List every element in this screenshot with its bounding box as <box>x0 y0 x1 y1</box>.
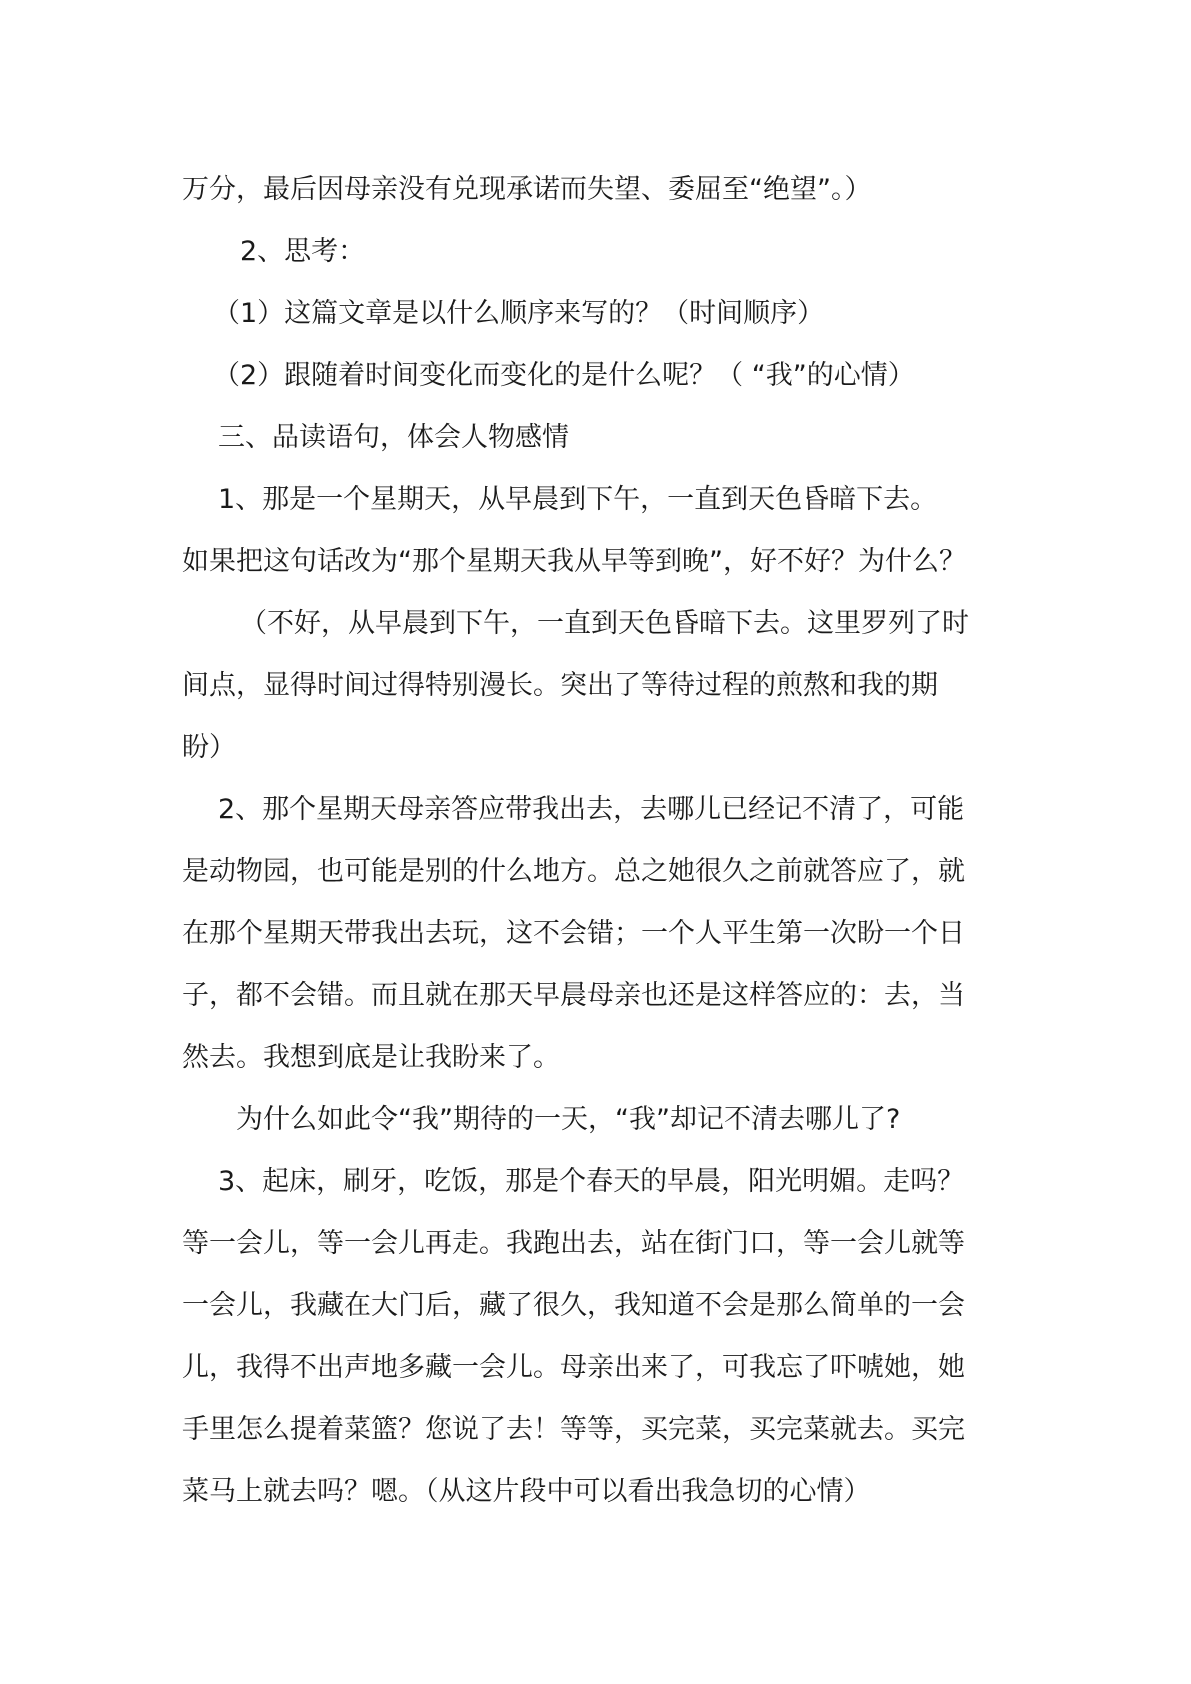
text-line: 2、思考： <box>240 236 366 267</box>
text-line: 等一会儿，等一会儿再走。我跑出去，站在街门口，等一会儿就等 <box>182 1228 965 1259</box>
text-line: 是动物园，也可能是别的什么地方。总之她很久之前就答应了，就 <box>182 856 965 887</box>
text-line: （1）这篇文章是以什么顺序来写的？（时间顺序） <box>213 298 825 329</box>
text-line: 盼） <box>182 732 236 763</box>
section-heading: 三、品读语句，体会人物感情 <box>218 422 569 453</box>
text-line: 子，都不会错。而且就在那天早晨母亲也还是这样答应的：去，当 <box>182 980 965 1011</box>
text-line: 在那个星期天带我出去玩，这不会错；一个人平生第一次盼一个日 <box>182 918 965 949</box>
text-line: 一会儿，我藏在大门后，藏了很久，我知道不会是那么简单的一会 <box>182 1290 965 1321</box>
text-line: （2）跟随着时间变化而变化的是什么呢？（ “我”的心情） <box>213 360 915 391</box>
text-line: 菜马上就去吗？嗯。（从这片段中可以看出我急切的心情） <box>182 1476 871 1507</box>
text-line: 如果把这句话改为“那个星期天我从早等到晚”，好不好？为什么？ <box>182 546 966 577</box>
text-line: 儿，我得不出声地多藏一会儿。母亲出来了，可我忘了吓唬她，她 <box>182 1352 965 1383</box>
text-line: 2、那个星期天母亲答应带我出去，去哪儿已经记不清了，可能 <box>218 794 965 825</box>
text-line: 万分，最后因母亲没有兑现承诺而失望、委屈至“绝望”。） <box>182 174 872 205</box>
text-line: 3、起床，刷牙，吃饭，那是个春天的早晨，阳光明媚。走吗？ <box>218 1166 965 1197</box>
text-line: （不好，从早晨到下午，一直到天色昏暗下去。这里罗列了时 <box>240 608 969 639</box>
text-line: 手里怎么提着菜篮？您说了去！等等，买完菜，买完菜就去。买完 <box>182 1414 965 1445</box>
text-line: 间点，显得时间过得特别漫长。突出了等待过程的煎熬和我的期 <box>182 670 938 701</box>
text-line: 1、那是一个星期天，从早晨到下午，一直到天色昏暗下去。 <box>218 484 938 515</box>
text-line: 为什么如此令“我”期待的一天，“我”却记不清去哪儿了? <box>236 1104 901 1135</box>
text-line: 然去。我想到底是让我盼来了。 <box>182 1042 560 1073</box>
